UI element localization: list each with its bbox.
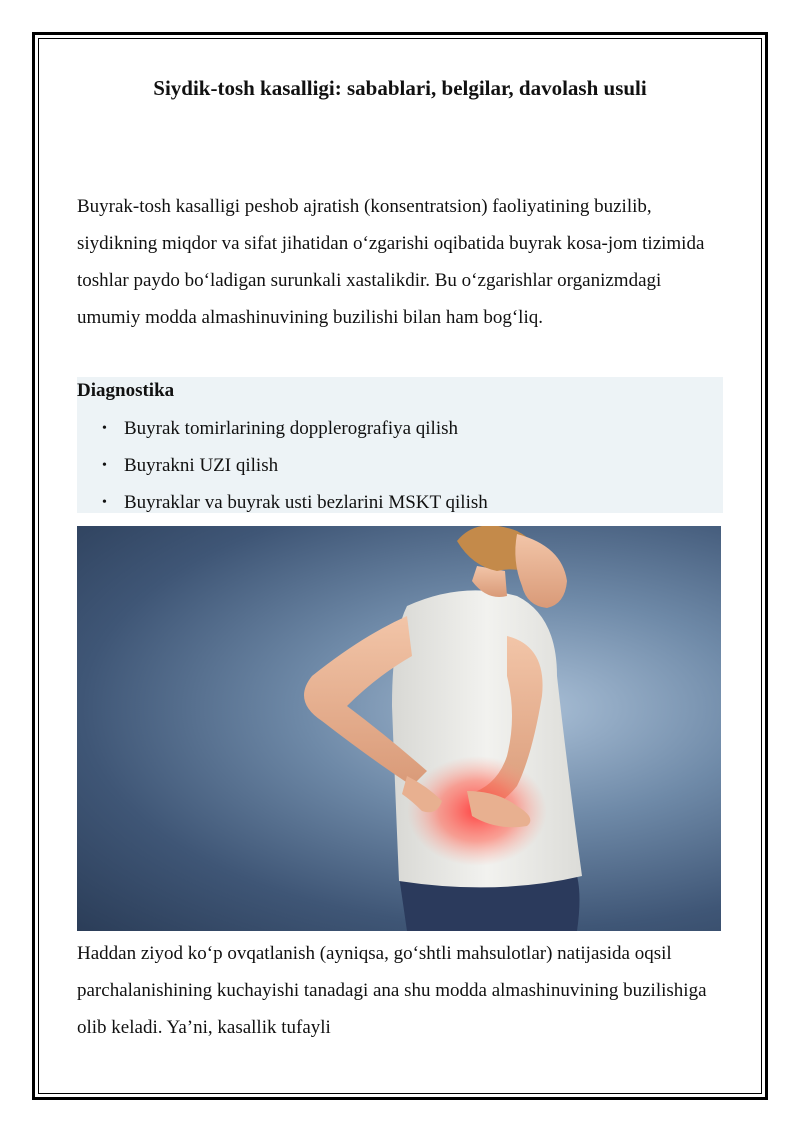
face-shape	[515, 534, 567, 608]
diagnostics-heading: Diagnostika	[77, 380, 175, 401]
document-title: Siydik-tosh kasalligi: sabablari, belgilar, davolash usuli	[153, 76, 647, 100]
bullet-icon: •	[102, 421, 107, 436]
bullet-icon: •	[102, 458, 107, 473]
intro-paragraph: Buyrak-tosh kasalligi peshob ajratish (konsentratsion) faoliyatining buzilib, siydikning miqdor va sifat jihatidan o‘zgarishi oqibatida buyrak kosa-jom tizimida toshlar paydo bo‘ladigan surunkali xastalikdir. Bu o‘zgarishlar organizmdagi umumiy modda almashinuvining buzilishi bilan ham bog‘liq.	[77, 196, 705, 328]
diagnostics-list	[77, 410, 717, 521]
woman-back-pain-illustration	[77, 526, 721, 931]
list-item-text: Buyrak tomirlarining dopplerografiya qilish	[124, 418, 459, 439]
list-item	[77, 447, 717, 484]
list-item-text: Buyrakni UZI qilish	[124, 455, 279, 476]
closing-paragraph: Haddan ziyod ko‘p ovqatlanish (ayniqsa, go‘shtli mahsulotlar) natijasida oqsil parchalanishining kuchayishi tanadagi ana shu modda almashinuvining buzilishiga olib keladi. Ya’ni, kasallik tufayli	[77, 943, 707, 1038]
list-item-text: Buyraklar va buyrak usti bezlarini MSKT qilish	[124, 492, 488, 513]
back-pain-photo	[77, 526, 721, 931]
bullet-icon: •	[102, 495, 107, 510]
list-item	[77, 484, 717, 521]
list-item	[77, 410, 717, 447]
